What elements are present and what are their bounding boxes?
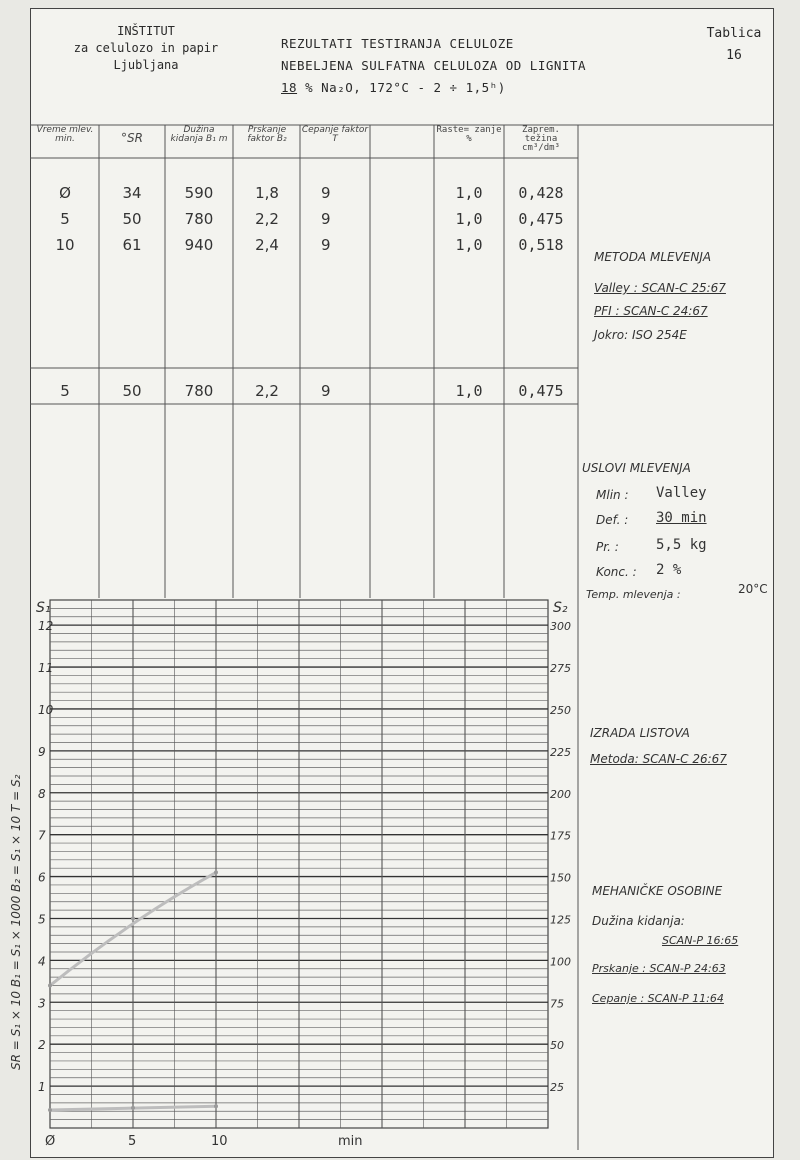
mlin-label: Mlin : (596, 488, 629, 502)
right-tick-label: 150 (550, 871, 571, 885)
cell-zap: 0,475 (518, 210, 564, 228)
left-tick-label: 10 (38, 702, 54, 717)
right-tick-label: 25 (550, 1081, 564, 1095)
left-tick-label: 3 (38, 996, 46, 1011)
cell-zap: 0,428 (518, 184, 564, 202)
cell-b2: 2,2 (255, 382, 279, 400)
pr-label: Pr. : (596, 540, 619, 554)
table-number: 16 (726, 48, 742, 63)
column-header-sr: °SR (121, 131, 143, 145)
cell-t: 9 (321, 184, 331, 202)
duzina-value: SCAN-P 16:65 (662, 934, 739, 947)
metoda-title: METODA MLEVENJA (594, 250, 712, 264)
column-header-rast: Raste= zanje % (436, 125, 502, 144)
cepanje-standard: Cepanje : SCAN-P 11:64 (592, 992, 724, 1005)
cell-b1: 780 (184, 382, 214, 400)
institute-line: INŠTITUT (117, 24, 175, 38)
left-tick-label: 9 (38, 744, 46, 759)
column-header-zap: Zaprem. težina cm³/dm³ (522, 125, 560, 153)
institute-line: za celulozo in papir (73, 41, 219, 55)
izrada-title: IZRADA LISTOVA (590, 726, 690, 740)
cell-b2: 2,2 (255, 210, 279, 228)
cell-time: Ø (59, 184, 71, 202)
cell-t: 9 (321, 210, 331, 228)
left-tick-label: 1 (38, 1080, 46, 1095)
left-tick-label: 8 (38, 786, 46, 801)
x-axis-unit: min (338, 1134, 363, 1149)
izrada-metoda: Metoda: SCAN-C 26:67 (590, 752, 727, 766)
title-conditions: % Na₂O, 172°C - 2 ÷ 1,5ʰ) (297, 80, 506, 95)
title-line-3 (281, 77, 586, 99)
cell-b1: 590 (184, 184, 214, 202)
duzina-label: Dužina kidanja: (592, 914, 685, 928)
cell-rast: 1,0 (455, 210, 483, 228)
left-tick-label: 7 (38, 828, 46, 843)
column-header-b2: Prskanje faktor B₂ (247, 125, 287, 144)
column-header-t: Cepanje faktor T (301, 125, 369, 144)
right-tick-label: 200 (550, 787, 571, 801)
meh-title: MEHANIČKE OSOBINE (592, 884, 723, 898)
cell-b1: 780 (184, 210, 214, 228)
cell-rast: 1,0 (455, 382, 483, 400)
def-label: Def. : (596, 513, 629, 527)
title-line-1: REZULTATI TESTIRANJA CELULOZE (281, 36, 514, 51)
right-tick-label: 300 (550, 620, 571, 634)
institute-line: Ljubljana (113, 58, 179, 72)
metoda-pfi: PFI : SCAN-C 24:67 (594, 304, 708, 318)
s1-label: S₁ (36, 600, 51, 616)
s2-label: S₂ (553, 600, 568, 616)
table-label-block (679, 23, 789, 67)
left-tick-label: 11 (38, 661, 54, 676)
right-tick-label: 50 (550, 1039, 564, 1053)
right-tick-label: 100 (550, 955, 571, 969)
test-sheet (30, 8, 774, 1158)
cell-b1: 940 (184, 236, 214, 254)
cell-sr: 61 (122, 236, 142, 254)
side-formula-label: SR = S₁ × 10 B₁ = S₁ × 1000 B₂ = S₁ × 10 T = S₂ (9, 774, 23, 1070)
cell-sr: 50 (122, 210, 142, 228)
title-line-2: NEBELJENA SULFATNA CELULOZA OD LIGNITA (281, 58, 586, 73)
cell-zap: 0,518 (518, 236, 564, 254)
cell-zap: 0,475 (518, 382, 564, 400)
right-tick-label: 225 (550, 745, 571, 759)
metoda-jokro: Jokro: ISO 254E (594, 328, 687, 342)
cell-sr: 50 (122, 382, 142, 400)
cell-b2: 1,8 (255, 184, 279, 202)
right-tick-label: 75 (550, 997, 564, 1011)
table-label: Tablica (706, 26, 762, 41)
cell-b2: 2,4 (255, 236, 279, 254)
cell-time: 5 (60, 382, 70, 400)
cell-time: 10 (55, 236, 75, 254)
def-value: 30 min (656, 510, 707, 526)
x-tick-label: Ø (45, 1134, 56, 1149)
left-tick-label: 2 (38, 1038, 46, 1053)
konc-label: Konc. : (596, 565, 637, 579)
column-header-time: Vreme mlev. min. (36, 125, 94, 144)
right-tick-label: 250 (550, 703, 571, 717)
title-percent: 18 (281, 80, 298, 95)
temp-value: 20°C (738, 582, 768, 596)
left-tick-label: 5 (38, 912, 46, 927)
cell-t: 9 (321, 382, 331, 400)
left-tick-label: 4 (38, 954, 46, 969)
pr-value: 5,5 kg (656, 537, 707, 553)
mlin-value: Valley (656, 485, 707, 501)
cell-t: 9 (321, 236, 331, 254)
right-tick-label: 175 (550, 829, 571, 843)
cell-rast: 1,0 (455, 236, 483, 254)
left-tick-label: 6 (38, 870, 46, 885)
prskanje-standard: Prskanje : SCAN-P 24:63 (592, 962, 726, 975)
x-tick-label: 10 (211, 1134, 228, 1149)
cell-time: 5 (60, 210, 70, 228)
uslovi-title: USLOVI MLEVENJA (582, 461, 691, 475)
konc-value: 2 % (656, 562, 682, 578)
column-header-b1: Dužina kidanja B₁ m (170, 125, 228, 144)
temp-label: Temp. mlevenja : (586, 588, 681, 601)
left-tick-label: 12 (38, 619, 54, 634)
x-tick-label: 5 (128, 1134, 137, 1149)
right-tick-label: 125 (550, 913, 571, 927)
right-tick-label: 275 (550, 662, 571, 676)
document-title (281, 33, 586, 99)
cell-rast: 1,0 (455, 184, 483, 202)
institute-block (61, 23, 231, 74)
metoda-valley: Valley : SCAN-C 25:67 (594, 281, 726, 295)
cell-sr: 34 (122, 184, 142, 202)
